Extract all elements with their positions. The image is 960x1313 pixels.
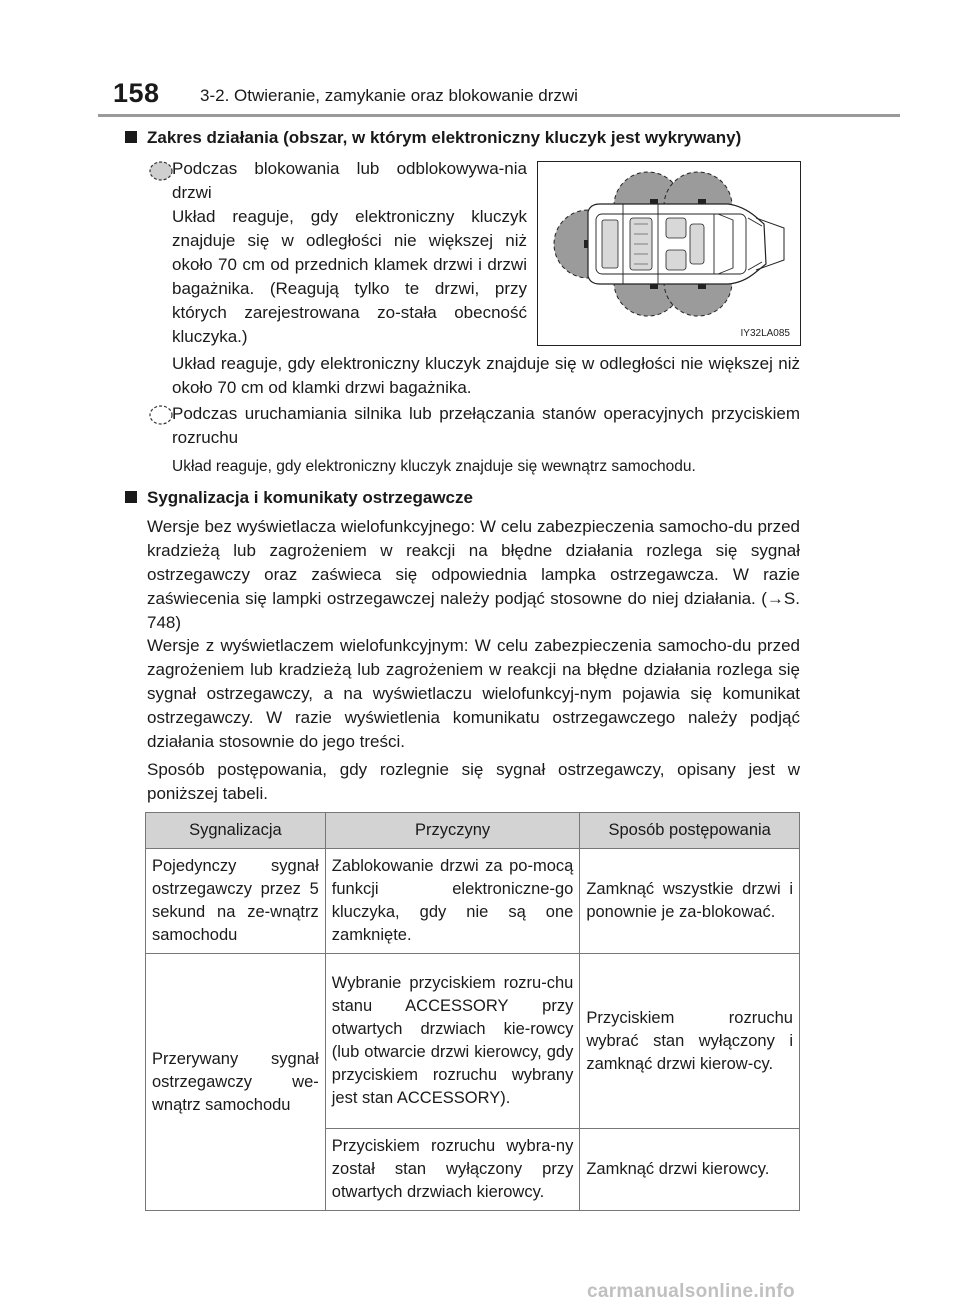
figure-code: IY32LA085 xyxy=(740,328,790,339)
action-cell: Zamknąć wszystkie drzwi i ponownie je za-blokować. xyxy=(580,849,800,954)
item1-text2: Układ reaguje, gdy elektroniczny kluczyk znajduje się w odległości nie większej niż około 70 cm od klamki drzwi bagażnika. xyxy=(172,354,800,397)
square-bullet-icon xyxy=(125,491,137,503)
detection-zone-figure xyxy=(537,161,801,346)
signal-cell: Przerywany sygnał ostrzegawczy we-wnątrz samochodu xyxy=(146,954,326,1211)
item1-title: Podczas blokowania lub odblokowywa-nia drzwi xyxy=(172,159,527,202)
alarm-para2: Wersje z wyświetlaczem wielofunkcyjnym: W celu zabezpieczenia samocho-du przed zagrożeniem lub kradzieżą lub zagrożeniem w reakcji na błędne działania rozlega się sygnał ostrzegawczy, a na wyświetlaczu wielofunkcyj-nym pojawia się komunikat ostrzegawczy. W razie wyświetlenia komunikatu ostrzegawczego należy podjąć działania stosownie do jego treści. xyxy=(147,636,800,751)
alarm-table xyxy=(145,812,800,1211)
alarm-para3: Sposób postępowania, gdy rozlegnie się sygnał ostrzegawczy, opisany jest w poniższej tabeli. xyxy=(147,760,800,803)
alarm-para1: Wersje bez wyświetlacza wielofunkcyjnego: W celu zabezpieczenia samocho-du przed kradzieżą lub zagrożeniem w reakcji na błędne działania rozlega się sygnał ostrzegawczy oraz zaświeca się odpowiednia lampka ostrzegawcza. W razie zaświecenia się lampki ostrzegawczej należy podjąć stosowne do niej działania. (→S. 748) xyxy=(147,517,800,632)
alarm-heading-text: Sygnalizacja i komunikaty ostrzegawcze xyxy=(147,488,473,507)
key-zone-bullet-icon xyxy=(148,404,174,426)
range-heading-text: Zakres działania (obszar, w którym elektroniczny kluczyk jest wykrywany) xyxy=(147,128,742,147)
car-top-view-illustration xyxy=(538,162,800,345)
cause-cell: Przyciskiem rozruchu wybra-ny został stan wyłączony przy otwartych drzwiach kierowcy. xyxy=(325,1129,580,1211)
table-header-cell: Przyczyny xyxy=(325,813,580,849)
section-title: 3-2. Otwieranie, zamykanie oraz blokowanie drzwi xyxy=(200,86,578,105)
header-rule xyxy=(98,114,900,117)
item2-text: Układ reaguje, gdy elektroniczny kluczyk znajduje się wewnątrz samochodu. xyxy=(172,458,696,475)
key-zone-bullet-icon xyxy=(148,160,174,182)
cause-cell: Zablokowanie drzwi za po-mocą funkcji elektroniczne-go kluczyka, gdy nie są one zamknięte. xyxy=(325,849,580,954)
page-number: 158 xyxy=(113,78,160,108)
table-row xyxy=(146,849,800,954)
square-bullet-icon xyxy=(125,131,137,143)
watermark: carmanualsonline.info xyxy=(587,1281,795,1302)
action-cell: Zamknąć drzwi kierowcy. xyxy=(580,1129,800,1211)
table-header-cell: Sygnalizacja xyxy=(146,813,326,849)
range-heading xyxy=(147,128,741,148)
item2-title: Podczas uruchamiania silnika lub przełączania stanów operacyjnych przyciskiem rozruchu xyxy=(172,404,800,447)
table-header-row xyxy=(146,813,800,849)
table-header-cell: Sposób postępowania xyxy=(580,813,800,849)
table-row xyxy=(146,954,800,1129)
item1-text1: Układ reaguje, gdy elektroniczny kluczyk znajduje się w odległości nie większej niż około 70 cm od przednich klamek drzwi i drzwi bagażnika. (Reagują tylko te drzwi, przy których zarejestrowana zo-stała obecność kluczyka.) xyxy=(172,207,527,346)
cause-cell: Wybranie przyciskiem rozru-chu stanu ACCESSORY przy otwartych drzwiach kie-rowcy (lub otwarcie drzwi kierowcy, gdy przyciskiem rozruchu wybrany jest stan ACCESSORY). xyxy=(325,954,580,1129)
action-cell: Przyciskiem rozruchu wybrać stan wyłączony i zamknąć drzwi kierow-cy. xyxy=(580,954,800,1129)
alarm-heading xyxy=(147,488,473,508)
signal-cell: Pojedynczy sygnał ostrzegawczy przez 5 sekund na ze-wnątrz samochodu xyxy=(146,849,326,954)
